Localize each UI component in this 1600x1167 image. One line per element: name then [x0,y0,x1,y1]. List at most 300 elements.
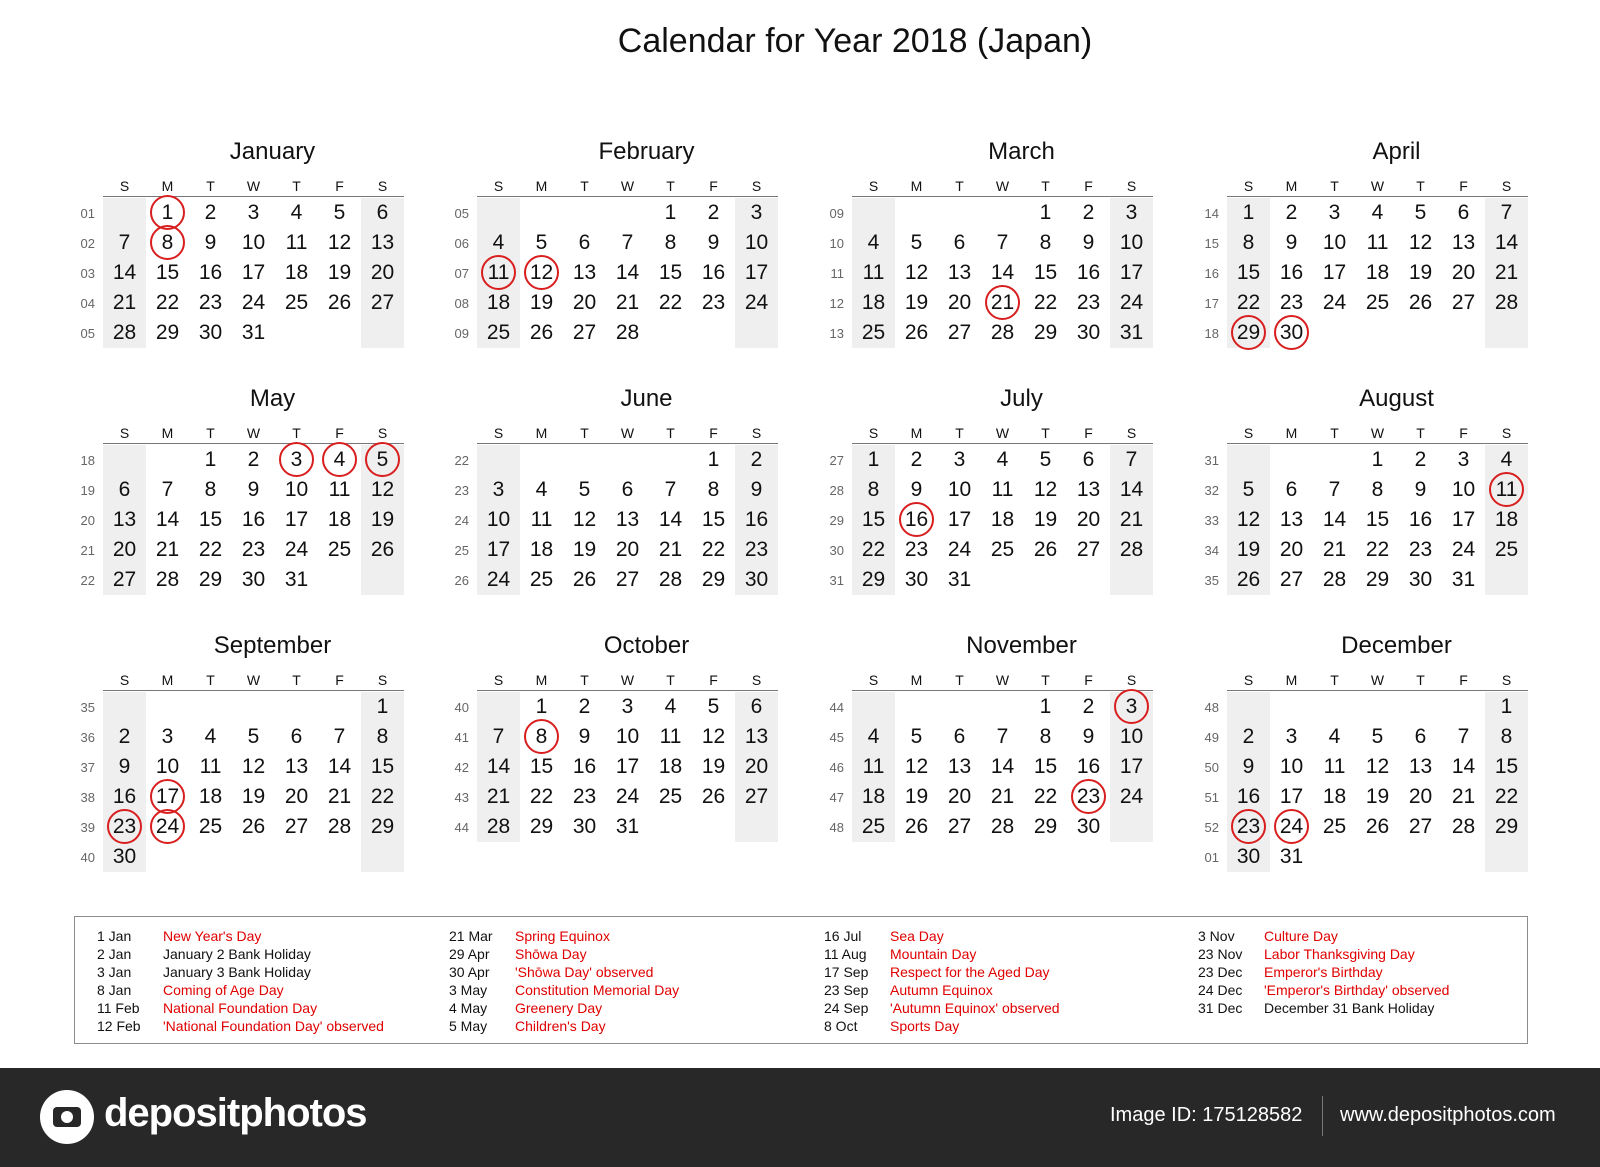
week-number: 37 [80,760,95,775]
day-cell: 9 [1082,231,1095,254]
day-cell: 19 [370,508,395,531]
week-number: 25 [454,543,469,558]
day-cell: 18 [327,508,352,531]
weekday-label: S [1126,672,1137,688]
day-cell: 1 [1371,448,1384,471]
day-cell: 29 [861,568,886,591]
day-cell: 11 [199,755,222,778]
month-name: July [1000,385,1043,412]
weekday-label: T [1330,178,1339,194]
day-cell: 9 [1242,755,1255,778]
week-number: 08 [454,296,469,311]
holiday-day: 3 [1110,692,1153,722]
day-cell: 26 [904,321,929,344]
legend-date: 21 Mar [449,928,493,944]
weekday-label: M [1285,672,1298,688]
day-cell: 7 [118,231,131,254]
week-number: 22 [80,573,95,588]
day-cell: 29 [155,321,180,344]
day-cell: 18 [1322,785,1347,808]
day-cell: 10 [1279,755,1304,778]
weekday-label: F [335,425,344,441]
holiday-day: 16 [895,505,938,535]
month-march [829,138,1162,378]
weekday-label: S [868,425,879,441]
day-cell: 17 [486,538,511,561]
day-cell: 14 [1322,508,1347,531]
day-cell: 14 [155,508,180,531]
day-cell: 28 [658,568,683,591]
day-cell: 9 [1082,725,1095,748]
legend-date: 23 Sep [824,982,869,998]
day-cell: 25 [1494,538,1519,561]
day-cell: 14 [486,755,511,778]
day-cell: 1 [376,695,389,718]
week-number: 35 [1204,573,1219,588]
week-number: 07 [454,266,469,281]
week-number: 05 [80,326,95,341]
week-number: 23 [454,483,469,498]
day-cell: 15 [1033,261,1058,284]
day-cell: 29 [1365,568,1390,591]
day-cell: 6 [1414,725,1427,748]
day-cell: 1 [1039,695,1052,718]
day-cell: 12 [241,755,266,778]
day-cell: 30 [1076,815,1101,838]
month-name: October [603,632,690,659]
legend-holiday-name: January 3 Bank Holiday [163,964,311,980]
month-august [1204,385,1537,625]
day-cell: 14 [1494,231,1519,254]
day-cell: 1 [867,448,880,471]
day-cell: 30 [1408,568,1433,591]
legend-holiday-name: Shōwa Day [515,946,587,962]
weekday-label: T [292,425,301,441]
month-december [1204,632,1537,872]
day-cell: 19 [572,538,597,561]
day-cell: 7 [161,478,174,501]
day-cell: 16 [744,508,769,531]
legend-date: 3 Jan [97,964,132,980]
day-cell: 1 [664,201,677,224]
day-cell: 31 [1451,568,1476,591]
day-cell: 23 [572,785,597,808]
day-cell: 28 [1451,815,1476,838]
day-cell: 24 [1119,291,1144,314]
weekday-label: T [666,425,675,441]
day-cell: 4 [290,201,303,224]
week-number: 41 [454,730,469,745]
day-cell: 9 [1285,231,1298,254]
day-cell: 29 [1494,815,1519,838]
legend-holiday-name: Emperor's Birthday [1264,964,1383,980]
week-number: 24 [454,513,469,528]
legend-date: 11 Aug [824,946,867,962]
day-cell: 9 [910,478,923,501]
day-cell: 11 [862,261,885,284]
legend-holiday-name: Autumn Equinox [890,982,993,998]
week-number: 05 [454,206,469,221]
weekday-label: T [1041,178,1050,194]
weekday-label: S [1243,425,1254,441]
holiday-day: 30 [1270,318,1313,348]
day-cell: 16 [572,755,597,778]
day-cell: 18 [990,508,1015,531]
day-cell: 4 [204,725,217,748]
day-cell: 29 [701,568,726,591]
day-cell: 17 [1451,508,1476,531]
week-number: 44 [454,820,469,835]
day-cell: 19 [529,291,554,314]
legend-date: 11 Feb [97,1000,140,1016]
holiday-day: 24 [146,812,189,842]
day-cell: 4 [492,231,505,254]
day-cell: 2 [204,201,217,224]
day-cell: 17 [1322,261,1347,284]
week-number: 40 [80,850,95,865]
day-cell: 20 [1408,785,1433,808]
legend-holiday-name: National Foundation Day [163,1000,318,1016]
day-cell: 18 [529,538,554,561]
site-url: www.depositphotos.com [1340,1104,1556,1126]
day-cell: 30 [572,815,597,838]
day-cell: 30 [198,321,223,344]
day-cell: 23 [744,538,769,561]
day-cell: 8 [1242,231,1255,254]
day-cell: 20 [947,785,972,808]
day-cell: 16 [1279,261,1304,284]
week-number: 15 [1204,236,1219,251]
day-cell: 10 [284,478,309,501]
week-number: 38 [80,790,95,805]
day-cell: 24 [1322,291,1347,314]
day-cell: 20 [1451,261,1476,284]
legend-date: 23 Nov [1198,946,1243,962]
day-cell: 10 [241,231,266,254]
legend-holiday-name: Children's Day [515,1018,606,1034]
day-cell: 23 [701,291,726,314]
day-cell: 4 [664,695,677,718]
camera-logo-icon [40,1090,94,1144]
day-cell: 14 [1451,755,1476,778]
weekday-label: S [1126,178,1137,194]
day-cell: 25 [861,321,886,344]
day-cell: 30 [904,568,929,591]
day-cell: 7 [1457,725,1470,748]
day-cell: 18 [198,785,223,808]
day-cell: 30 [1076,321,1101,344]
day-cell: 23 [1076,291,1101,314]
day-cell: 2 [1285,201,1298,224]
day-cell: 5 [1242,478,1255,501]
day-cell: 27 [284,815,309,838]
day-cell: 28 [1494,291,1519,314]
day-cell: 1 [707,448,720,471]
holiday-day: 12 [520,258,563,288]
day-cell: 5 [1414,201,1427,224]
day-cell: 27 [1451,291,1476,314]
week-number: 49 [1204,730,1219,745]
day-cell: 7 [492,725,505,748]
legend-date: 8 Jan [97,982,132,998]
weekday-label: W [995,178,1010,194]
day-cell: 3 [492,478,505,501]
day-cell: 16 [701,261,726,284]
weekday-label: M [910,425,923,441]
legend-date: 24 Dec [1198,982,1243,998]
day-cell: 27 [615,568,640,591]
day-cell: 2 [750,448,763,471]
week-number: 02 [80,236,95,251]
day-cell: 27 [1408,815,1433,838]
day-cell: 22 [1494,785,1519,808]
day-cell: 4 [996,448,1009,471]
day-cell: 6 [1082,448,1095,471]
weekday-label: T [292,672,301,688]
day-cell: 17 [1119,261,1144,284]
weekday-label: W [1370,425,1385,441]
weekday-label: T [206,178,215,194]
week-number: 51 [1204,790,1219,805]
holiday-day: 5 [361,445,404,475]
day-cell: 26 [1236,568,1261,591]
month-october [454,632,787,872]
legend-date: 16 Jul [824,928,862,944]
day-cell: 17 [744,261,769,284]
day-cell: 22 [658,291,683,314]
legend-holiday-name: Greenery Day [515,1000,603,1016]
day-cell: 24 [284,538,309,561]
day-cell: 29 [1033,815,1058,838]
day-cell: 25 [658,785,683,808]
legend-holiday-name: Culture Day [1264,928,1338,944]
day-cell: 11 [659,725,682,748]
weekday-label: T [955,178,964,194]
legend-holiday-name: Labor Thanksgiving Day [1264,946,1415,962]
day-cell: 7 [664,478,677,501]
weekday-label: S [1243,672,1254,688]
legend-holiday-name: Constitution Memorial Day [515,982,680,998]
day-cell: 31 [241,321,266,344]
day-cell: 1 [1500,695,1513,718]
day-cell: 13 [615,508,640,531]
holiday-day: 21 [981,288,1024,318]
day-cell: 15 [1365,508,1390,531]
image-id: Image ID: 175128582 [1110,1104,1303,1126]
holiday-day: 11 [477,258,520,288]
month-name: March [988,138,1055,165]
day-cell: 18 [658,755,683,778]
header-rule [477,690,778,691]
header-rule [1227,443,1528,444]
weekday-label: T [1330,425,1339,441]
week-number: 31 [829,573,844,588]
day-cell: 28 [1322,568,1347,591]
day-cell: 19 [1033,508,1058,531]
day-cell: 29 [198,568,223,591]
day-cell: 20 [947,291,972,314]
day-cell: 20 [112,538,137,561]
day-cell: 19 [701,755,726,778]
weekday-label: S [751,425,762,441]
weekday-label: F [1084,178,1093,194]
day-cell: 8 [1039,231,1052,254]
day-cell: 8 [204,478,217,501]
day-cell: 30 [744,568,769,591]
day-cell: 11 [328,478,351,501]
day-cell: 27 [1076,538,1101,561]
legend-holiday-name: Mountain Day [890,946,977,962]
weekday-label: S [1501,672,1512,688]
day-cell: 27 [370,291,395,314]
day-cell: 22 [1033,785,1058,808]
day-cell: 22 [198,538,223,561]
day-cell: 15 [658,261,683,284]
legend-date: 3 Nov [1198,928,1235,944]
week-number: 03 [80,266,95,281]
day-cell: 24 [1119,785,1144,808]
weekday-label: W [1370,178,1385,194]
day-cell: 21 [1494,261,1519,284]
footer-bar [0,1068,1600,1167]
holiday-day: 3 [275,445,318,475]
weekday-label: W [995,672,1010,688]
day-cell: 26 [904,815,929,838]
day-cell: 1 [204,448,217,471]
day-cell: 7 [1328,478,1341,501]
week-number: 47 [829,790,844,805]
weekday-label: S [751,178,762,194]
day-cell: 13 [947,755,972,778]
week-number: 04 [80,296,95,311]
day-cell: 26 [1033,538,1058,561]
weekday-label: S [377,672,388,688]
day-cell: 19 [241,785,266,808]
day-cell: 28 [990,321,1015,344]
day-cell: 3 [1285,725,1298,748]
weekday-label: M [1285,425,1298,441]
legend-date: 2 Jan [97,946,132,962]
day-cell: 17 [284,508,309,531]
day-cell: 25 [1365,291,1390,314]
day-cell: 19 [1236,538,1261,561]
weekday-label: M [161,178,174,194]
day-cell: 29 [529,815,554,838]
day-cell: 9 [118,755,131,778]
week-number: 26 [454,573,469,588]
day-cell: 21 [658,538,683,561]
weekday-label: M [910,178,923,194]
weekday-label: W [1370,672,1385,688]
weekday-label: M [535,178,548,194]
holiday-legend [74,916,1528,1044]
day-cell: 22 [701,538,726,561]
day-cell: 9 [204,231,217,254]
day-cell: 21 [155,538,180,561]
weekday-label: S [1126,425,1137,441]
day-cell: 1 [1039,201,1052,224]
header-rule [852,690,1153,691]
day-cell: 24 [486,568,511,591]
header-rule [1227,690,1528,691]
day-cell: 29 [370,815,395,838]
day-cell: 15 [529,755,554,778]
holiday-day: 23 [1227,812,1270,842]
week-number: 06 [454,236,469,251]
day-cell: 25 [529,568,554,591]
weekday-label: F [1459,178,1468,194]
weekday-label: T [292,178,301,194]
day-cell: 22 [861,538,886,561]
weekday-label: S [119,672,130,688]
day-cell: 6 [118,478,131,501]
page-title: Calendar for Year 2018 (Japan) [617,22,1093,60]
day-cell: 12 [904,261,929,284]
legend-holiday-name: December 31 Bank Holiday [1264,1000,1435,1016]
day-cell: 13 [947,261,972,284]
week-number: 16 [1204,266,1219,281]
weekday-label: W [620,178,635,194]
day-cell: 13 [1279,508,1304,531]
day-cell: 2 [1082,201,1095,224]
day-cell: 2 [118,725,131,748]
weekday-label: S [868,178,879,194]
day-cell: 16 [198,261,223,284]
day-cell: 31 [615,815,640,838]
holiday-day: 4 [318,445,361,475]
day-cell: 17 [1279,785,1304,808]
weekday-label: T [955,672,964,688]
day-cell: 30 [241,568,266,591]
day-cell: 10 [1119,725,1144,748]
day-cell: 22 [370,785,395,808]
day-cell: 24 [947,538,972,561]
day-cell: 25 [327,538,352,561]
day-cell: 17 [1119,755,1144,778]
day-cell: 9 [707,231,720,254]
day-cell: 9 [1414,478,1427,501]
day-cell: 20 [1076,508,1101,531]
day-cell: 18 [1365,261,1390,284]
month-name: August [1359,385,1434,412]
holiday-day: 11 [1485,475,1528,505]
day-cell: 10 [1451,478,1476,501]
weekday-label: F [1459,425,1468,441]
day-cell: 14 [658,508,683,531]
day-cell: 15 [370,755,395,778]
weekday-label: F [335,672,344,688]
legend-date: 1 Jan [97,928,132,944]
day-cell: 9 [247,478,260,501]
month-name: January [229,138,316,165]
day-cell: 25 [861,815,886,838]
week-number: 14 [1204,206,1219,221]
day-cell: 12 [1236,508,1261,531]
header-rule [477,443,778,444]
day-cell: 31 [947,568,972,591]
weekday-label: S [1243,178,1254,194]
day-cell: 3 [621,695,634,718]
day-cell: 25 [198,815,223,838]
day-cell: 14 [615,261,640,284]
weekday-label: S [377,425,388,441]
day-cell: 22 [1236,291,1261,314]
day-cell: 10 [744,231,769,254]
day-cell: 16 [1236,785,1261,808]
day-cell: 11 [285,231,308,254]
month-may [80,385,413,625]
day-cell: 23 [198,291,223,314]
